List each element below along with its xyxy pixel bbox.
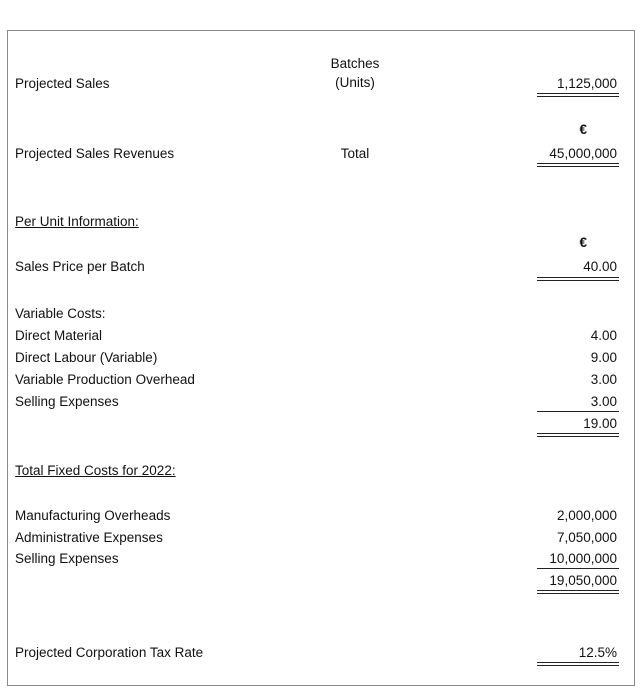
price-underline-2 bbox=[537, 280, 619, 281]
variable-total-underline-1 bbox=[537, 433, 619, 434]
variable-cost-value: 4.00 bbox=[590, 328, 617, 343]
currency-symbol-per-unit: € bbox=[579, 235, 587, 250]
fixed-costs-heading: Total Fixed Costs for 2022: bbox=[15, 463, 176, 478]
variable-cost-label: Direct Material bbox=[15, 328, 103, 343]
fixed-cost-value: 7,050,000 bbox=[556, 530, 617, 545]
projected-revenue-value: 45,000,000 bbox=[549, 146, 617, 161]
batches-header: Batches bbox=[330, 56, 380, 71]
variable-costs-total: 19.00 bbox=[583, 416, 617, 431]
fixed-subtotal-line bbox=[537, 568, 619, 569]
variable-cost-value: 3.00 bbox=[590, 372, 617, 387]
per-unit-heading: Per Unit Information: bbox=[15, 214, 139, 229]
variable-cost-label: Selling Expenses bbox=[15, 394, 119, 409]
tax-rate-label: Projected Corporation Tax Rate bbox=[15, 645, 204, 660]
sales-underline-2 bbox=[537, 96, 619, 97]
fixed-cost-value: 10,000,000 bbox=[549, 551, 617, 566]
revenue-underline-2 bbox=[537, 166, 619, 167]
price-underline-1 bbox=[537, 277, 619, 278]
sales-price-value: 40.00 bbox=[583, 259, 617, 274]
variable-costs-heading: Variable Costs: bbox=[15, 306, 106, 321]
projected-revenue-label: Projected Sales Revenues bbox=[15, 146, 175, 161]
projected-sales-label: Projected Sales bbox=[15, 76, 110, 91]
fixed-cost-label: Manufacturing Overheads bbox=[15, 508, 171, 523]
fixed-total-underline-2 bbox=[537, 593, 619, 594]
currency-symbol-revenue: € bbox=[579, 122, 587, 137]
variable-cost-value: 9.00 bbox=[590, 350, 617, 365]
projected-sales-value: 1,125,000 bbox=[556, 76, 617, 91]
tax-underline-1 bbox=[537, 662, 619, 663]
tax-underline-2 bbox=[537, 665, 619, 666]
units-header: (Units) bbox=[335, 75, 375, 90]
variable-cost-value: 3.00 bbox=[590, 394, 617, 409]
variable-subtotal-line bbox=[537, 411, 619, 412]
variable-cost-label: Variable Production Overhead bbox=[15, 372, 195, 387]
projected-revenue-mid: Total bbox=[340, 146, 370, 161]
tax-rate-value: 12.5% bbox=[578, 645, 617, 660]
sales-underline-1 bbox=[537, 93, 619, 94]
sales-price-label: Sales Price per Batch bbox=[15, 259, 145, 274]
fixed-cost-value: 2,000,000 bbox=[556, 508, 617, 523]
fixed-total-underline-1 bbox=[537, 590, 619, 591]
fixed-costs-total: 19,050,000 bbox=[549, 573, 617, 588]
fixed-cost-label: Administrative Expenses bbox=[15, 530, 163, 545]
revenue-underline-1 bbox=[537, 163, 619, 164]
variable-cost-label: Direct Labour (Variable) bbox=[15, 350, 158, 365]
variable-total-underline-2 bbox=[537, 436, 619, 437]
fixed-cost-label: Selling Expenses bbox=[15, 551, 119, 566]
